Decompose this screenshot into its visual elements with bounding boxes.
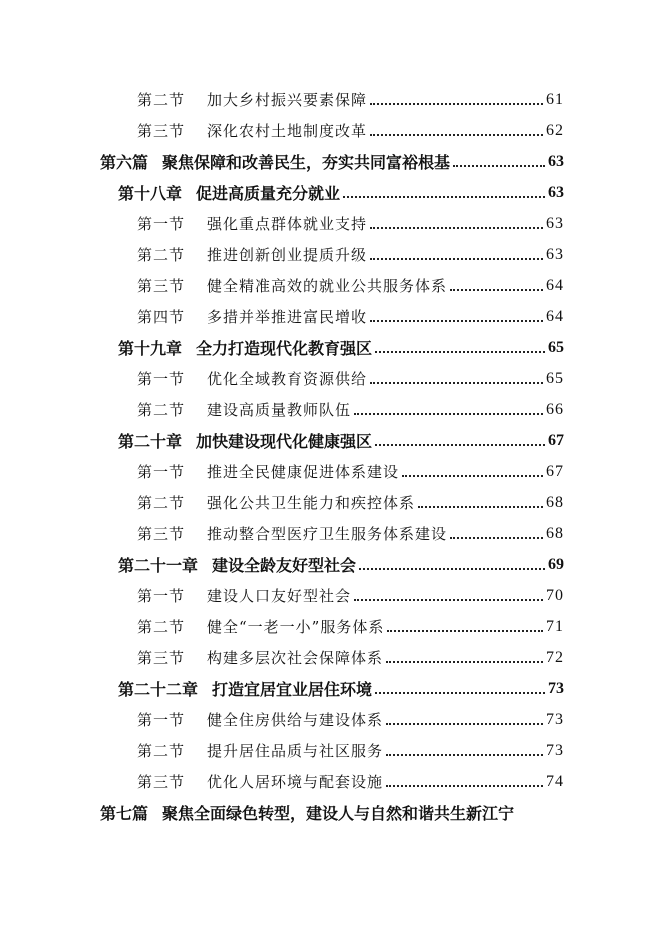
- dot-leader: [359, 567, 545, 570]
- dot-leader: [418, 505, 543, 508]
- chapter-title: 加快建设现代化健康强区: [196, 432, 373, 451]
- dot-leader: [450, 536, 543, 539]
- toc-entry-section[interactable]: [0, 456, 662, 487]
- dot-leader: [354, 412, 543, 415]
- page-number: 69: [548, 555, 564, 573]
- page-number: 65: [546, 369, 564, 387]
- chapter-title: 建设全龄友好型社会: [212, 556, 357, 575]
- section-title: 多措并举推进富民增收: [207, 308, 368, 326]
- section-title: 建设高质量教师队伍: [207, 401, 352, 419]
- page-number: 62: [546, 121, 564, 139]
- section-title: 加大乡村振兴要素保障: [207, 91, 368, 109]
- dot-leader: [354, 598, 543, 601]
- section-number: 第四节: [137, 308, 186, 326]
- toc-entry-section[interactable]: [0, 704, 662, 735]
- table-of-contents: [0, 84, 662, 828]
- dot-leader: [386, 753, 543, 756]
- dot-leader: [370, 319, 543, 322]
- chapter-number: 第二十一章: [118, 556, 199, 575]
- part-number: 第七篇: [100, 804, 149, 823]
- page-number: 63: [548, 152, 564, 170]
- dot-leader: [375, 350, 545, 353]
- chapter-title: 打造宜居宜业居住环境: [212, 680, 373, 699]
- dot-leader: [386, 784, 543, 787]
- section-title: 健全“一老一小”服务体系: [207, 618, 385, 636]
- toc-entry-chapter[interactable]: [0, 673, 662, 704]
- page-number: 73: [546, 710, 564, 728]
- dot-leader: [370, 257, 543, 260]
- part-title: 聚焦全面绿色转型，建设人与自然和谐共生新江宁: [162, 804, 515, 823]
- page-number: 68: [546, 493, 564, 511]
- dot-leader: [370, 133, 543, 136]
- chapter-number: 第二十二章: [118, 680, 199, 699]
- toc-entry-section[interactable]: [0, 270, 662, 301]
- page-number: 64: [546, 276, 564, 294]
- page-number: 63: [548, 183, 564, 201]
- section-number: 第一节: [137, 215, 186, 233]
- section-number: 第一节: [137, 370, 186, 388]
- section-title: 强化重点群体就业支持: [207, 215, 368, 233]
- section-title: 健全精准高效的就业公共服务体系: [207, 277, 448, 295]
- dot-leader: [450, 288, 543, 291]
- page-number: 68: [546, 524, 564, 542]
- toc-entry-section[interactable]: [0, 115, 662, 146]
- chapter-number: 第二十章: [118, 432, 183, 451]
- page-number: 63: [546, 214, 564, 232]
- toc-entry-chapter[interactable]: [0, 177, 662, 208]
- section-number: 第二节: [137, 246, 186, 264]
- dot-leader: [402, 474, 543, 477]
- page-number: 67: [546, 462, 564, 480]
- section-title: 深化农村土地制度改革: [207, 122, 368, 140]
- section-number: 第二节: [137, 618, 186, 636]
- toc-entry-part[interactable]: [0, 797, 662, 828]
- page-number: 74: [546, 772, 564, 790]
- dot-leader: [370, 102, 543, 105]
- toc-entry-section[interactable]: [0, 735, 662, 766]
- section-number: 第二节: [137, 401, 186, 419]
- toc-entry-section[interactable]: [0, 611, 662, 642]
- toc-entry-chapter[interactable]: [0, 425, 662, 456]
- section-title: 推动整合型医疗卫生服务体系建设: [207, 525, 448, 543]
- section-title: 优化人居环境与配套设施: [207, 773, 384, 791]
- toc-entry-section[interactable]: [0, 394, 662, 425]
- section-number: 第三节: [137, 649, 186, 667]
- section-number: 第三节: [137, 277, 186, 295]
- section-number: 第一节: [137, 711, 186, 729]
- toc-entry-section[interactable]: [0, 239, 662, 270]
- section-title: 优化全域教育资源供给: [207, 370, 368, 388]
- dot-leader: [375, 691, 545, 694]
- page-number: 70: [546, 586, 564, 604]
- part-title: 聚焦保障和改善民生，夯实共同富裕根基: [162, 153, 451, 172]
- chapter-title: 促进高质量充分就业: [196, 184, 341, 203]
- page-number: 73: [546, 741, 564, 759]
- page-number: 72: [546, 648, 564, 666]
- page-number: 66: [546, 400, 564, 418]
- page-number: 64: [546, 307, 564, 325]
- section-title: 推进创新创业提质升级: [207, 246, 368, 264]
- section-number: 第二节: [137, 742, 186, 760]
- section-title: 建设人口友好型社会: [207, 587, 352, 605]
- part-number: 第六篇: [100, 153, 149, 172]
- toc-entry-section[interactable]: [0, 208, 662, 239]
- section-title: 构建多层次社会保障体系: [207, 649, 384, 667]
- page-number: 73: [548, 679, 564, 697]
- section-number: 第一节: [137, 463, 186, 481]
- page-number: 65: [548, 338, 564, 356]
- dot-leader: [386, 660, 543, 663]
- section-number: 第三节: [137, 525, 186, 543]
- page-number: 71: [546, 617, 564, 635]
- page-number: 61: [546, 90, 564, 108]
- section-title: 推进全民健康促进体系建设: [207, 463, 400, 481]
- toc-entry-section[interactable]: [0, 487, 662, 518]
- toc-entry-chapter[interactable]: [0, 549, 662, 580]
- dot-leader: [386, 722, 543, 725]
- toc-entry-section[interactable]: [0, 766, 662, 797]
- section-title: 健全住房供给与建设体系: [207, 711, 384, 729]
- toc-entry-section[interactable]: [0, 580, 662, 611]
- section-number: 第二节: [137, 494, 186, 512]
- toc-entry-section[interactable]: [0, 518, 662, 549]
- toc-entry-part[interactable]: [0, 146, 662, 177]
- toc-entry-chapter[interactable]: [0, 332, 662, 363]
- dot-leader: [453, 164, 545, 167]
- toc-entry-section[interactable]: [0, 301, 662, 332]
- chapter-title: 全力打造现代化教育强区: [196, 339, 373, 358]
- dot-leader: [375, 443, 545, 446]
- toc-entry-section[interactable]: [0, 642, 662, 673]
- chapter-number: 第十九章: [118, 339, 183, 358]
- dot-leader: [387, 629, 543, 632]
- section-title: 提升居住品质与社区服务: [207, 742, 384, 760]
- page-number: 63: [546, 245, 564, 263]
- toc-entry-section[interactable]: [0, 84, 662, 115]
- section-number: 第三节: [137, 122, 186, 140]
- dot-leader: [343, 195, 545, 198]
- section-title: 强化公共卫生能力和疾控体系: [207, 494, 416, 512]
- page-number: 67: [548, 431, 564, 449]
- dot-leader: [370, 226, 543, 229]
- toc-entry-section[interactable]: [0, 363, 662, 394]
- section-number: 第二节: [137, 91, 186, 109]
- dot-leader: [370, 381, 543, 384]
- chapter-number: 第十八章: [118, 184, 183, 203]
- section-number: 第三节: [137, 773, 186, 791]
- section-number: 第一节: [137, 587, 186, 605]
